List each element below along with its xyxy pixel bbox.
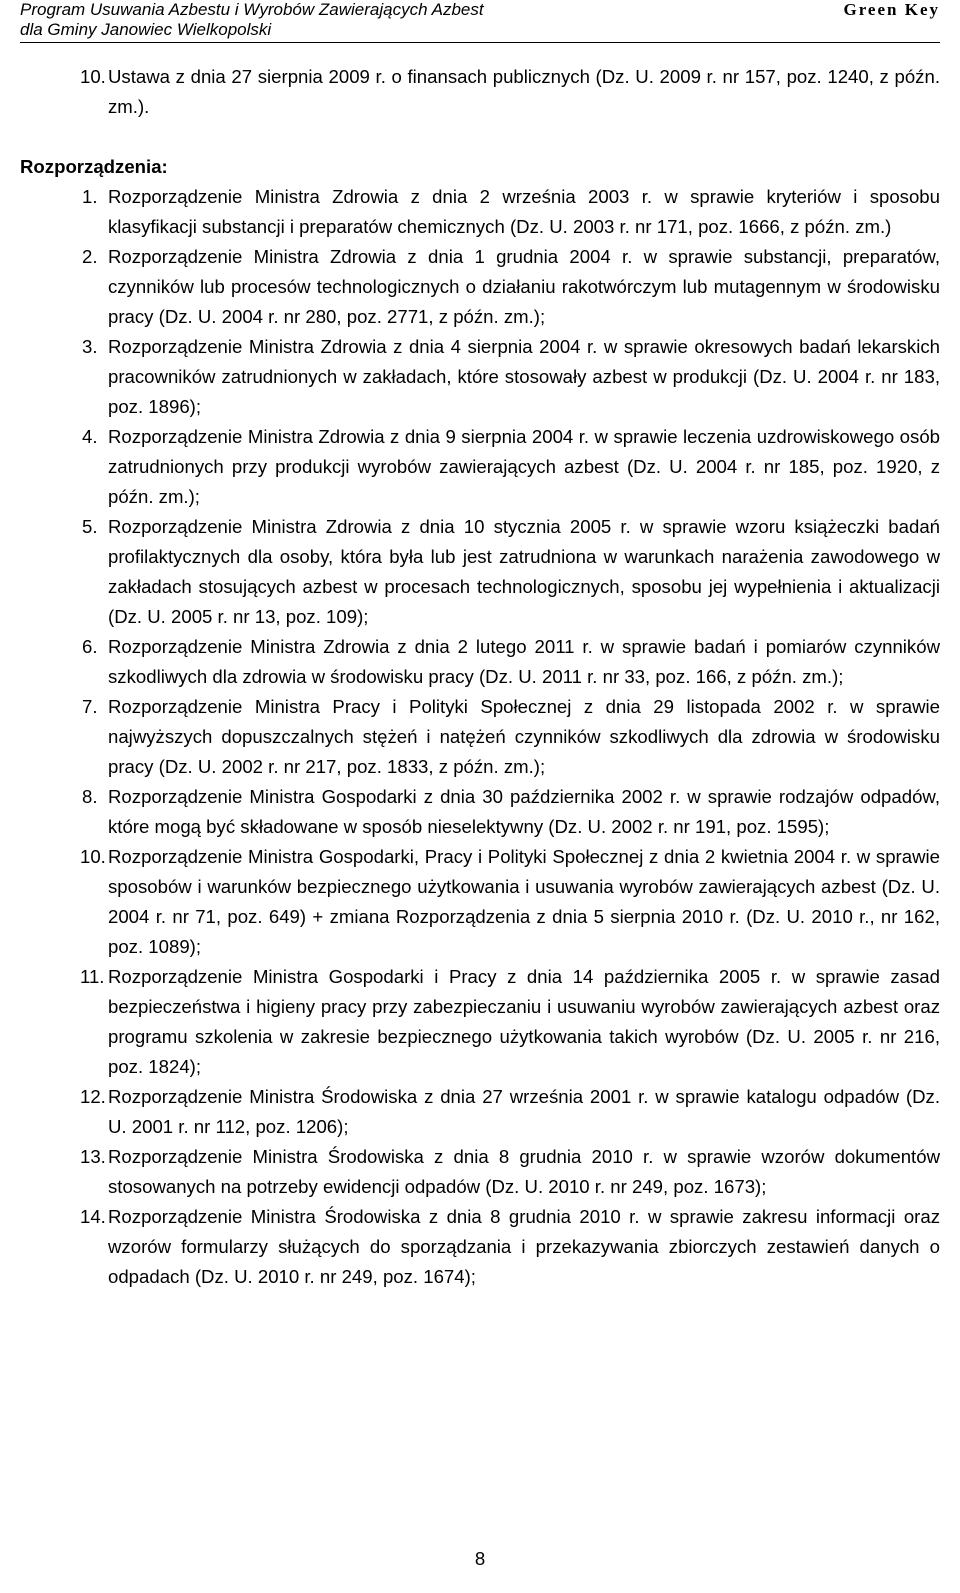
list-item-number: 4.: [82, 426, 98, 447]
list-item-text: Rozporządzenie Ministra Środowiska z dnia 8 grudnia 2010 r. w sprawie zakresu informacji oraz wzorów formularzy służących do sporządzania i przekazywania zbiorczych zestawień danych o odpadach (Dz. U. 2010 r. nr 249, poz. 1674);: [108, 1206, 940, 1287]
list-item-number: 10.: [80, 846, 106, 867]
list-item: [20, 962, 940, 1082]
list-item-number: 3.: [82, 336, 98, 357]
list-item-text: Rozporządzenie Ministra Zdrowia z dnia 1 grudnia 2004 r. w sprawie substancji, preparatów, czynników lub procesów technologicznych o działaniu rakotwórczym lub mutagennym w środowisku pracy (Dz. U. 2004 r. nr 280, poz. 2771, z późn. zm.);: [108, 246, 940, 327]
list-item: [20, 1082, 940, 1142]
list-item-number: 13.: [80, 1146, 106, 1167]
header-document-title: [20, 0, 484, 40]
header-company-name: Green Key: [843, 0, 940, 19]
list-item-number: 8.: [82, 786, 98, 807]
list-item-number: 10.: [80, 66, 106, 87]
list-item-number: 2.: [82, 246, 98, 267]
list-item-text: Rozporządzenie Ministra Zdrowia z dnia 2 września 2003 r. w sprawie kryteriów i sposobu klasyfikacji substancji i preparatów chemicznych (Dz. U. 2003 r. nr 171, poz. 1666, z późn. zm.): [108, 186, 940, 237]
list-item-text: Ustawa z dnia 27 sierpnia 2009 r. o finansach publicznych (Dz. U. 2009 r. nr 157, poz. 1240, z późn. zm.).: [108, 66, 940, 117]
list-item: [20, 692, 940, 782]
list-item: [20, 422, 940, 512]
list-item: [20, 62, 940, 122]
list-item-text: Rozporządzenie Ministra Zdrowia z dnia 4 sierpnia 2004 r. w sprawie okresowych badań lekarskich pracowników zatrudnionych w zakładach, które stosowały azbest w produkcji (Dz. U. 2004 r. nr 183, poz. 1896);: [108, 336, 940, 417]
list-item-number: 6.: [82, 636, 98, 657]
list-item-number: 14.: [80, 1206, 106, 1227]
list-item-number: 1.: [82, 186, 98, 207]
document-body: [20, 62, 940, 1292]
list-item-text: Rozporządzenie Ministra Środowiska z dnia 8 grudnia 2010 r. w sprawie wzorów dokumentów stosowanych na potrzeby ewidencji odpadów (Dz. U. 2010 r. nr 249, poz. 1673);: [108, 1146, 940, 1197]
list-item: [20, 182, 940, 242]
list-item: [20, 1142, 940, 1202]
page-number: 8: [474, 1548, 486, 1569]
section-heading: Rozporządzenia:: [20, 156, 168, 177]
header-title-line-2: dla Gminy Janowiec Wielkopolski: [20, 20, 272, 39]
list-item: [20, 782, 940, 842]
list-item: [20, 1202, 940, 1292]
list-item-text: Rozporządzenie Ministra Zdrowia z dnia 2 lutego 2011 r. w sprawie badań i pomiarów czynników szkodliwych dla zdrowia w środowisku pracy (Dz. U. 2011 r. nr 33, poz. 166, z późn. zm.);: [108, 636, 940, 687]
list-item: [20, 632, 940, 692]
list-item-number: 5.: [82, 516, 98, 537]
regulations-list: [20, 182, 940, 1292]
list-item-text: Rozporządzenie Ministra Zdrowia z dnia 10 stycznia 2005 r. w sprawie wzoru książeczki badań profilaktycznych dla osoby, która była lub jest zatrudniona w warunkach narażenia zawodowego w zakładach stosujących azbest w procesach technologicznych, sposobu jej wypełnienia i aktualizacji (Dz. U. 2005 r. nr 13, poz. 109);: [108, 516, 940, 627]
list-item-text: Rozporządzenie Ministra Pracy i Polityki Społecznej z dnia 29 listopada 2002 r. w sprawie najwyższych dopuszczalnych stężeń i natężeń czynników szkodliwych dla zdrowia w środowisku pracy (Dz. U. 2002 r. nr 217, poz. 1833, z późn. zm.);: [108, 696, 940, 777]
list-item: [20, 512, 940, 632]
list-item: [20, 842, 940, 962]
list-item-text: Rozporządzenie Ministra Środowiska z dnia 27 września 2001 r. w sprawie katalogu odpadów (Dz. U. 2001 r. nr 112, poz. 1206);: [108, 1086, 940, 1137]
list-item-text: Rozporządzenie Ministra Gospodarki i Pracy z dnia 14 października 2005 r. w sprawie zasad bezpieczeństwa i higieny pracy przy zabezpieczaniu i usuwaniu wyrobów zawierających azbest oraz programu szkolenia w zakresie bezpiecznego użytkowania takich wyrobów (Dz. U. 2005 r. nr 216, poz. 1824);: [108, 966, 940, 1077]
list-item-number: 12.: [80, 1086, 106, 1107]
list-item: [20, 242, 940, 332]
list-item: [20, 332, 940, 422]
list-item-number: 7.: [82, 696, 98, 717]
page-header: [20, 0, 940, 43]
list-item-number: 11.: [80, 966, 105, 987]
list-item-text: Rozporządzenie Ministra Gospodarki, Pracy i Polityki Społecznej z dnia 2 kwietnia 2004 r. w sprawie sposobów i warunków bezpiecznego użytkowania i usuwania wyrobów zawierających azbest (Dz. U. 2004 r. nr 71, poz. 649) + zmiana Rozporządzenia z dnia 5 sierpnia 2010 r. (Dz. U. 2010 r., nr 162, poz. 1089);: [108, 846, 940, 957]
list-item-text: Rozporządzenie Ministra Gospodarki z dnia 30 października 2002 r. w sprawie rodzajów odpadów, które mogą być składowane w sposób nieselektywny (Dz. U. 2002 r. nr 191, poz. 1595);: [108, 786, 940, 837]
list-item-text: Rozporządzenie Ministra Zdrowia z dnia 9 sierpnia 2004 r. w sprawie leczenia uzdrowiskowego osób zatrudnionych przy produkcji wyrobów zawierających azbest (Dz. U. 2004 r. nr 185, poz. 1920, z późn. zm.);: [108, 426, 940, 507]
header-title-line-1: Program Usuwania Azbestu i Wyrobów Zawierających Azbest: [20, 0, 484, 19]
